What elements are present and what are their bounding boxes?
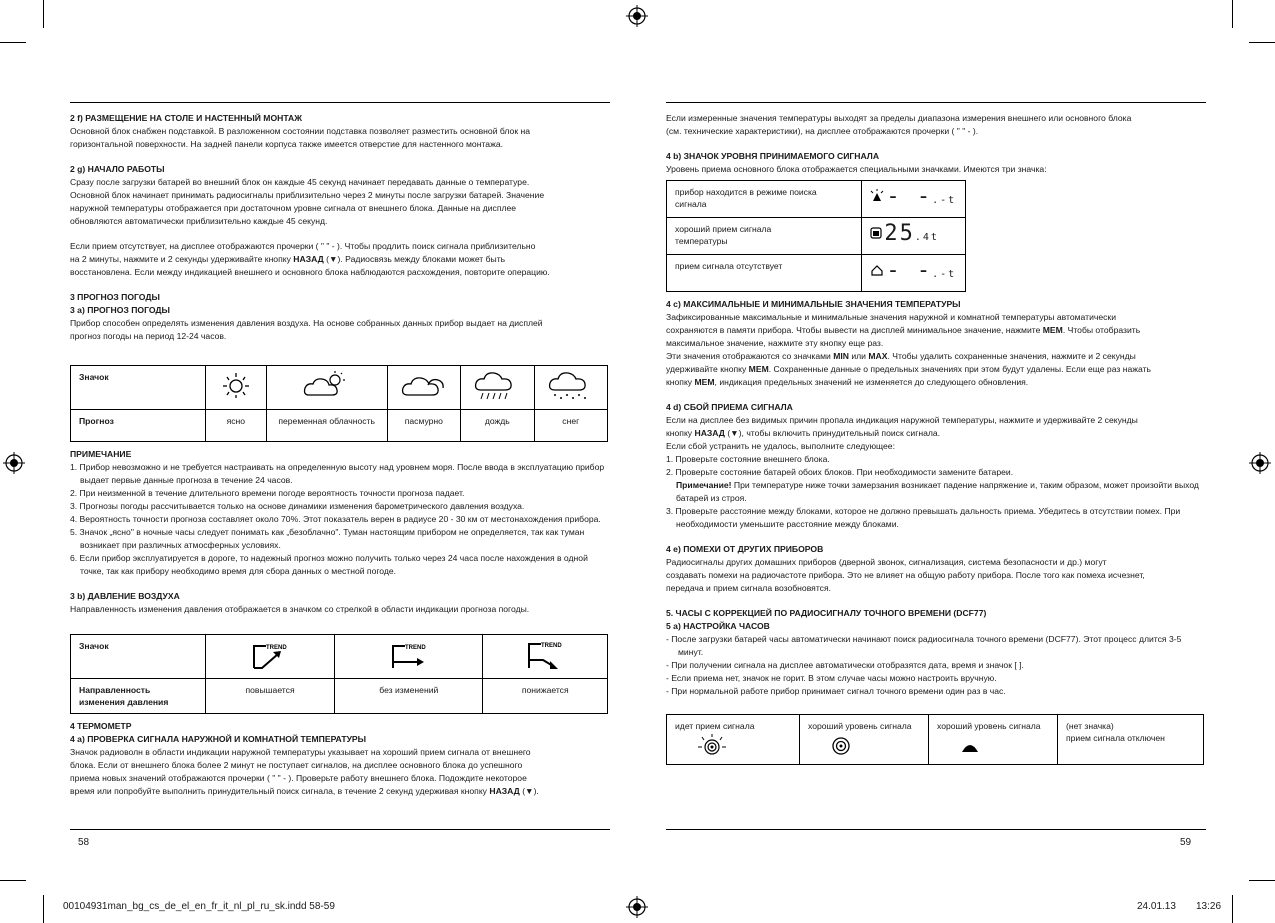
rain-icon (461, 366, 534, 410)
left-page: 2 f) РАЗМЕЩЕНИЕ НА СТОЛЕ И НАСТЕННЫЙ МОНТАЖ Основной блок снабжен подставкой. В разложенном состоянии подставка позволяет разместить основной блок на горизонтальной поверхности. На задней панели корпуса также имеется отверстие для настенного монтажа. 2 g) НАЧАЛО РАБОТЫ Сразу после загрузки батарей во внешний блок он каждые 45 секунд начинает передавать данные о температуре. Основной блок начинает принимать радиосигналы приблизительно через 2 минуты после загрузки батарей. Значение наружной температуры отображается при достаточном уровне сигнала от внешнего блока. Данные на дисплее обновляются автоматически приблизительно каждые 45 секунд. Если прием отсутствует, на дисплее отображаются прочерки ( " " - ). Чтобы продлить поиск сигнала приблизительно на 2 минуты, нажмите и 2 секунды удерживайте кнопку НАЗАД (▼). Радиосвязь между блоками может быть восстановлена. Если между индикацией внешнего и основного блока наблюдаются расхождения, повторите операцию. 3 ПРОГНОЗ ПОГОДЫ 3 a) ПРОГНОЗ ПОГОДЫ Прибор способен определять изменения давления воздуха. На основе собранных данных прибор выдает на дисплей прогноз погоды на период 12-24 часов. Значок Прогноз ясно переменная облачность пасмурно дождь снег ПРИМЕЧАНИЕ 1. Прибор невозможно и не требуется настраивать на определенную высоту над уровнем моря. После ввода в эксплуатацию прибор выдает первые данные прогноза в течение 24 часов. 2. При неизменной в течение длительного времени погоде вероятность точности прогноза падает. 3. Прогнозы погоды рассчитывается только на основе динамики изменения барометрического давления воздуха. 4. Вероятность точности прогноза составляет около 70%. Этот показатель верен в радиусе 20 - 30 км от местонахождения прибора. 5. Значок „ясно" в ночные часы следует понимать как „безоблачно". Туман настоящим прибором не определяется, так как туман возникает при различных атмосферных условиях. 6. Если прибор эксплуатируется в дороге, то надежный прогноз можно получить только через 24 часа после нахождения в одной точке, так как прибору необходимо время для сбора данных о местной погоде. 3 b) ДАВЛЕНИЕ ВОЗДУХА Направленность изменения давления отображается в значком со стрелкой в области индикации прогноза погоды. Значок TREND TREND TREND Направленность изменения давления повышается без изменений понижается 4 ТЕРМОМЕТР 4 a) ПРОВЕРКА СИГНАЛА НАРУЖНОЙ И КОМНАТНОЙ ТЕМПЕРАТУРЫ Значок радиоволн в области индикации наружной температуры указывает на хороший прием сигнала от внешнего блока. Если от внешнего блока более 2 минут не поступает сигналов, на дисплее основного блока до успешного приема новых значений отображаются прочерки ( " " - ). Проверьте работу внешнего блока. Подождите некоторое время или попробуйте выполнить принудительный поиск сигнала, в течение 2 секунд удерживая кнопку НАЗАД (▼). (70, 112, 610, 798)
registration-mark-icon (1249, 452, 1271, 474)
svg-text:TREND: TREND (266, 645, 287, 651)
crop-mark (0, 880, 26, 881)
crop-mark (1249, 880, 1275, 881)
snow-icon (534, 366, 607, 410)
list-item: - При нормальной работе прибор принимает сигнал точного времени один раз в час. (666, 686, 1006, 696)
list-item: 5. Значок „ясно" в ночные часы следует понимать как „безоблачно". Туман настоящим прибором не определяется, так как туман возникает при различных атмосферных условиях. (70, 527, 585, 550)
right-page: Если измеренные значения температуры выходят за пределы диапазона измерения внешнего или основного блока (см. технические характеристики), на дисплее отображаются прочерки ( " " - ). 4 b) ЗНАЧОК УРОВНЯ ПРИНИМАЕМОГО СИГНАЛА Уровень приема основного блока отображается специальными значками. Имеются три значка: прибор находится в режиме поиска сигнала - -.-t хороший прием сигнала температуры 25.4t прием сигнала отсутствует - -.-t 4 c) МАКСИМАЛЬНЫЕ И МИНИМАЛЬНЫЕ ЗНАЧЕНИЯ ТЕМПЕРАТУРЫ Зафиксированные максимальные и минимальные значения наружной и комнатной температуры автоматически сохраняются в памяти прибора. Чтобы вывести на дисплей минимальное значение, нажмите MEM. Чтобы отобразить максимальное значение, нажмите эту кнопку еще раз. Эти значения отображаются со значками MIN или MAX. Чтобы удалить сохраненные значения, нажмите и 2 секунды удерживайте кнопку MEM. Сохраненные данные о предельных значениях при этом будут удалены. Если еще раз нажать кнопку MEM, индикация предельных значений не изменяется до следующего обновления. 4 d) СБОЙ ПРИЕМА СИГНАЛА Если на дисплее без видимых причин пропала индикация наружной температуры, нажмите и удерживайте 2 секунды кнопку НАЗАД (▼), чтобы включить принудительный поиск сигнала. Если сбой устранить не удалось, выполните следующее: 1. Проверьте состояние внешнего блока. 2. Проверьте состояние батарей обоих блоков. При необходимости замените батареи. Примечание! При температуре ниже точки замерзания возникает падение напряжение и, таким образом, может произойти выход батарей из строя. 3. Проверьте расстояние между блоками, которое не должно превышать дальность приема. Убедитесь в отсутствии помех. При необходимости уменьшите расстояние между блоками. 4 e) ПОМЕХИ ОТ ДРУГИХ ПРИБОРОВ Радиосигналы других домашних приборов (дверной звонок, сигнализация, система безопасности и др.) могут создавать помехи на радиочастоте прибора. Это не влияет на общую работу прибора. После того как помеха исчезнет, передача и прием сигнала возобновятся. 5. ЧАСЫ С КОРРЕКЦИЕЙ ПО РАДИОСИГНАЛУ ТОЧНОГО ВРЕМЕНИ (DCF77) 5 a) НАСТРОЙКА ЧАСОВ - После загрузки батарей часы автоматически начинают поиск радиосигнала точного времени (DCF77). Этот процесс длится 3-5 минут. - При получении сигнала на дисплее автоматически отобразятся дата, время и значок [ ]. - Если приема нет, значок не горит. В этом случае часы можно настроить вручную. - При нормальной работе прибор принимает сигнал точного времени один раз в час. идет прием сигнала хороший уровень сигнала хороший уровень сигнала (нет значка) прием сигнала отключен (666, 112, 1206, 765)
crop-mark (1249, 42, 1275, 43)
svg-text:TREND: TREND (404, 645, 426, 651)
trend-steady-icon (335, 635, 483, 679)
svg-text:TREND: TREND (541, 643, 562, 649)
registration-mark-icon (626, 5, 648, 27)
section-heading: 4 ТЕРМОМЕТР (70, 721, 132, 731)
list-item: 4. Вероятность точности прогноза составляет около 70%. Этот показатель верен в радиусе 20 - 30 км от местонахождения прибора. (70, 514, 601, 524)
list-item: 2. Проверьте состояние батарей обоих блоков. При необходимости замените батареи. (666, 467, 1014, 477)
section-heading: 4 b) ЗНАЧОК УРОВНЯ ПРИНИМАЕМОГО СИГНАЛА (666, 151, 880, 161)
list-item: Примечание! При температуре ниже точки замерзания возникает падение напряжение и, таким образом, может произойти выход батарей из строя. (676, 480, 1199, 503)
footer-time: 13:26 (1196, 901, 1222, 912)
section-heading: 2 f) РАЗМЕЩЕНИЕ НА СТОЛЕ И НАСТЕННЫЙ МОНТАЖ (70, 113, 303, 123)
header-rule-right (666, 102, 1206, 103)
signal-searching-display: - -.-t (862, 181, 966, 218)
crop-mark (0, 42, 26, 43)
list-item: 6. Если прибор эксплуатируется в дороге, то надежный прогноз можно получить только через 24 часа после нахождения в одной точке, так как прибору необходимо время для сбора данных о местной погоде. (70, 553, 588, 576)
sunny-icon (206, 366, 267, 410)
page-number-left: 58 (78, 837, 90, 848)
cloudy-icon (387, 366, 460, 410)
list-item: 3. Прогнозы погоды рассчитывается только на основе динамики изменения барометрического давления воздуха. (70, 501, 525, 511)
note-list (70, 461, 610, 578)
section-subheading: 5 a) НАСТРОЙКА ЧАСОВ (666, 621, 770, 631)
troubleshoot-list (666, 453, 1206, 531)
list-item: 1. Проверьте состояние внешнего блока. (666, 454, 830, 464)
dcf-receiving-icon (697, 734, 727, 756)
section-heading: ПРИМЕЧАНИЕ (70, 449, 132, 459)
section-heading: 4 d) СБОЙ ПРИЕМА СИГНАЛА (666, 402, 793, 412)
signal-good-display: 25.4t (862, 218, 966, 255)
signal-table: прибор находится в режиме поиска сигнала - -.-t хороший прием сигнала температуры 25.4t прием сигнала отсутствует - -.-t (666, 180, 966, 292)
antenna-off-icon (870, 263, 884, 277)
forecast-label: снег (534, 410, 607, 442)
header-rule-left (70, 102, 610, 103)
clock-list (666, 633, 1206, 698)
crop-mark (1232, 0, 1233, 28)
signal-none-display: - -.-t (862, 255, 966, 292)
antenna-searching-icon (870, 189, 884, 203)
crop-mark (43, 0, 44, 28)
dcf-table: идет прием сигнала хороший уровень сигнала хороший уровень сигнала (нет значка) прием сигнала отключен (666, 714, 1204, 765)
list-item: 3. Проверьте расстояние между блоками, которое не должно превышать дальность приема. Убедитесь в отсутствии помех. При необходимости уменьшите расстояние между блоками. (666, 506, 1181, 529)
trend-down-icon (483, 635, 608, 679)
section-heading: 5. ЧАСЫ С КОРРЕКЦИЕЙ ПО РАДИОСИГНАЛУ ТОЧНОГО ВРЕМЕНИ (DCF77) (666, 608, 987, 618)
list-item: 1. Прибор невозможно и не требуется настраивать на определенную высоту над уровнем моря. После ввода в эксплуатацию прибор выдает первые данные прогноза в течение 24 часов. (70, 462, 605, 485)
forecast-label: дождь (461, 410, 534, 442)
crop-mark (43, 895, 44, 923)
trend-table: Значок TREND TREND TREND Направленность изменения давления повышается без изменений понижается (70, 634, 608, 714)
section-heading: 3 b) ДАВЛЕНИЕ ВОЗДУХА (70, 591, 180, 601)
list-item: - После загрузки батарей часы автоматически начинают поиск радиосигнала точного времени (DCF77). Этот процесс длится 3-5 минут. (666, 634, 1182, 657)
trend-up-icon (206, 635, 335, 679)
page-number-right: 59 (1180, 837, 1192, 848)
dcf-good-icon (830, 734, 852, 756)
forecast-label: переменная облачность (266, 410, 387, 442)
forecast-label: пасмурно (387, 410, 460, 442)
forecast-label: ясно (206, 410, 267, 442)
forecast-table: Значок Прогноз ясно переменная облачность пасмурно дождь снег (70, 365, 608, 442)
footer-rule-right (666, 829, 1206, 830)
dcf-signal-icon (959, 734, 981, 756)
footer-rule-left (70, 829, 610, 830)
crop-mark (1232, 895, 1233, 923)
list-item: - При получении сигнала на дисплее автоматически отобразятся дата, время и значок [ ]. (666, 660, 1024, 670)
registration-mark-icon (626, 896, 648, 918)
section-subheading: 3 a) ПРОГНОЗ ПОГОДЫ (70, 305, 170, 315)
footer-file: 00104931man_bg_cs_de_el_en_fr_it_nl_pl_ru_sk.indd 58-59 (63, 901, 335, 912)
section-heading: 4 c) МАКСИМАЛЬНЫЕ И МИНИМАЛЬНЫЕ ЗНАЧЕНИЯ ТЕМПЕРАТУРЫ (666, 299, 961, 309)
list-item: - Если приема нет, значок не горит. В этом случае часы можно настроить вручную. (666, 673, 997, 683)
section-subheading: 4 a) ПРОВЕРКА СИГНАЛА НАРУЖНОЙ И КОМНАТНОЙ ТЕМПЕРАТУРЫ (70, 734, 367, 744)
partly-cloudy-icon (266, 366, 387, 410)
registration-mark-icon (3, 452, 25, 474)
section-heading: 3 ПРОГНОЗ ПОГОДЫ (70, 292, 160, 302)
list-item: 2. При неизменной в течение длительного времени погоде вероятность точности прогноза падает. (70, 488, 465, 498)
section-heading: 4 e) ПОМЕХИ ОТ ДРУГИХ ПРИБОРОВ (666, 544, 824, 554)
antenna-good-icon (870, 226, 882, 240)
section-heading: 2 g) НАЧАЛО РАБОТЫ (70, 164, 165, 174)
footer-date: 24.01.13 (1137, 901, 1176, 912)
